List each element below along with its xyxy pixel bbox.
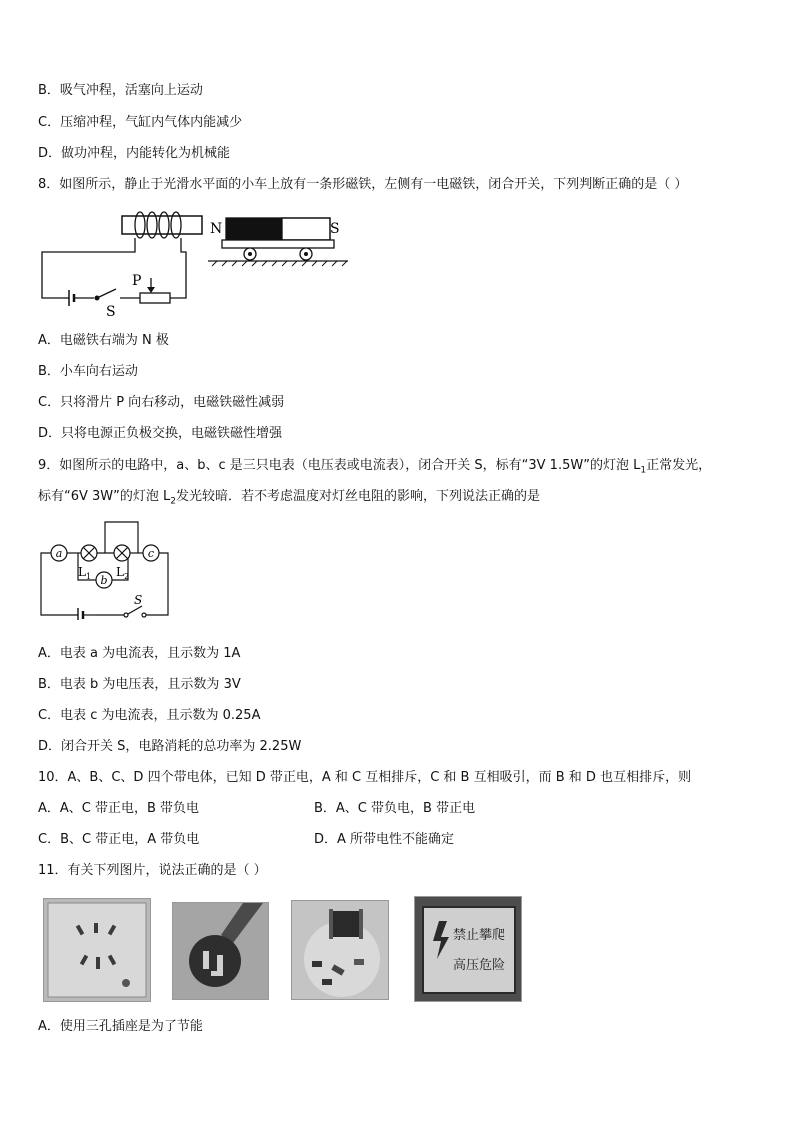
- q10-stem: 10．A、B、C、D 四个带电体，已知 D 带正电，A 和 C 互相排斥，C 和 B 互相吸引，而 B 和 D 也互相排斥，则: [38, 770, 692, 785]
- q8-option-c: C．只将滑片 P 向右移动，电磁铁磁性减弱: [38, 395, 285, 410]
- q10-option-c: C．B、C 带正电，A 带负电: [38, 832, 200, 847]
- sign-text-line2: 高压危险: [453, 958, 506, 973]
- q8-option-d: D．只将电源正负极交换，电磁铁磁性增强: [38, 426, 283, 441]
- meter-c-label: c: [147, 547, 155, 560]
- switch-lever: [97, 289, 116, 298]
- fuse-icon: [312, 961, 322, 967]
- q11-option-a: A．使用三孔插座是为了节能: [38, 1019, 203, 1034]
- q8-option-b: B．小车向右运动: [38, 364, 138, 379]
- meter-b-label: b: [100, 574, 108, 587]
- rheostat: [140, 293, 170, 303]
- wire-left: [42, 238, 135, 298]
- lamp-l2: [114, 545, 130, 561]
- wire-spool-icon: [329, 909, 363, 939]
- q9-circuit-figure: [38, 518, 178, 620]
- magnet-north-half: [226, 218, 282, 240]
- magnet-south-half: [282, 218, 330, 240]
- switch-lever: [128, 606, 142, 614]
- label-switch-s: S: [106, 304, 116, 318]
- lamp-l2-label: $L_2$: [116, 565, 130, 581]
- q9-option-d: D．闭合开关 S，电路消耗的总功率为 2.25W: [38, 739, 302, 754]
- q8-stem: 8．如图所示，静止于光滑水平面的小车上放有一条形磁铁，左侧有一电磁铁，闭合开关，下列判断正确的是（ ）: [38, 177, 688, 192]
- q9-option-c: C．电表 c 为电流表，且示数为 0.25A: [38, 708, 261, 723]
- label-p: P: [132, 273, 142, 289]
- q9-stem-line2: 标有“6V 3W”的灯泡 $L_2$发光较暗．若不考虑温度对灯丝电阻的影响，下列说法正确的是: [38, 489, 541, 507]
- q9-option-b: B．电表 b 为电压表，且示数为 3V: [38, 677, 241, 692]
- plug-icon: [189, 935, 241, 987]
- photo-three-pin-plug: [172, 902, 269, 1000]
- q7-option-b: B．吸气冲程，活塞向上运动: [38, 83, 203, 98]
- ground-hatching: [212, 261, 347, 266]
- lamp-l1: [81, 545, 97, 561]
- photo-wall-socket: [43, 898, 151, 1002]
- meter-a-label: a: [55, 547, 63, 560]
- q7-option-c: C．压缩冲程，气缸内气体内能减少: [38, 115, 243, 130]
- switch-label: S: [134, 593, 143, 607]
- wire-right: [170, 238, 186, 298]
- q10-option-a: A．A、C 带正电，B 带负电: [38, 801, 200, 816]
- electromagnet-core: [122, 216, 202, 234]
- q10-option-d: D．A 所带电性不能确定: [314, 832, 455, 847]
- photo-fuse-wire-spool: [291, 900, 389, 1000]
- label-n: N: [210, 221, 223, 237]
- cart-body: [222, 240, 334, 248]
- label-s: S: [330, 221, 340, 237]
- q8-option-a: A．电磁铁右端为 N 极: [38, 333, 169, 348]
- lamp-l1-label: $L_1$: [78, 565, 92, 581]
- q11-stem: 11．有关下列图片，说法正确的是（ ）: [38, 863, 267, 878]
- q10-option-b: B．A、C 带负电，B 带正电: [314, 801, 476, 816]
- sign-text-line1: 禁止攀爬: [453, 928, 506, 943]
- switch-contact: [124, 613, 128, 617]
- q9-option-a: A．电表 a 为电流表，且示数为 1A: [38, 646, 241, 661]
- photo-warning-sign: [414, 896, 522, 1002]
- q9-stem-line1: 9．如图所示的电路中，a、b、c 是三只电表（电压表或电流表），闭合开关 S，标有“3V 1.5W”的灯泡 $L_1$正常发光，: [38, 458, 712, 476]
- q8-electromagnet-figure: [36, 208, 356, 318]
- q7-option-d: D．做功冲程，内能转化为机械能: [38, 146, 231, 161]
